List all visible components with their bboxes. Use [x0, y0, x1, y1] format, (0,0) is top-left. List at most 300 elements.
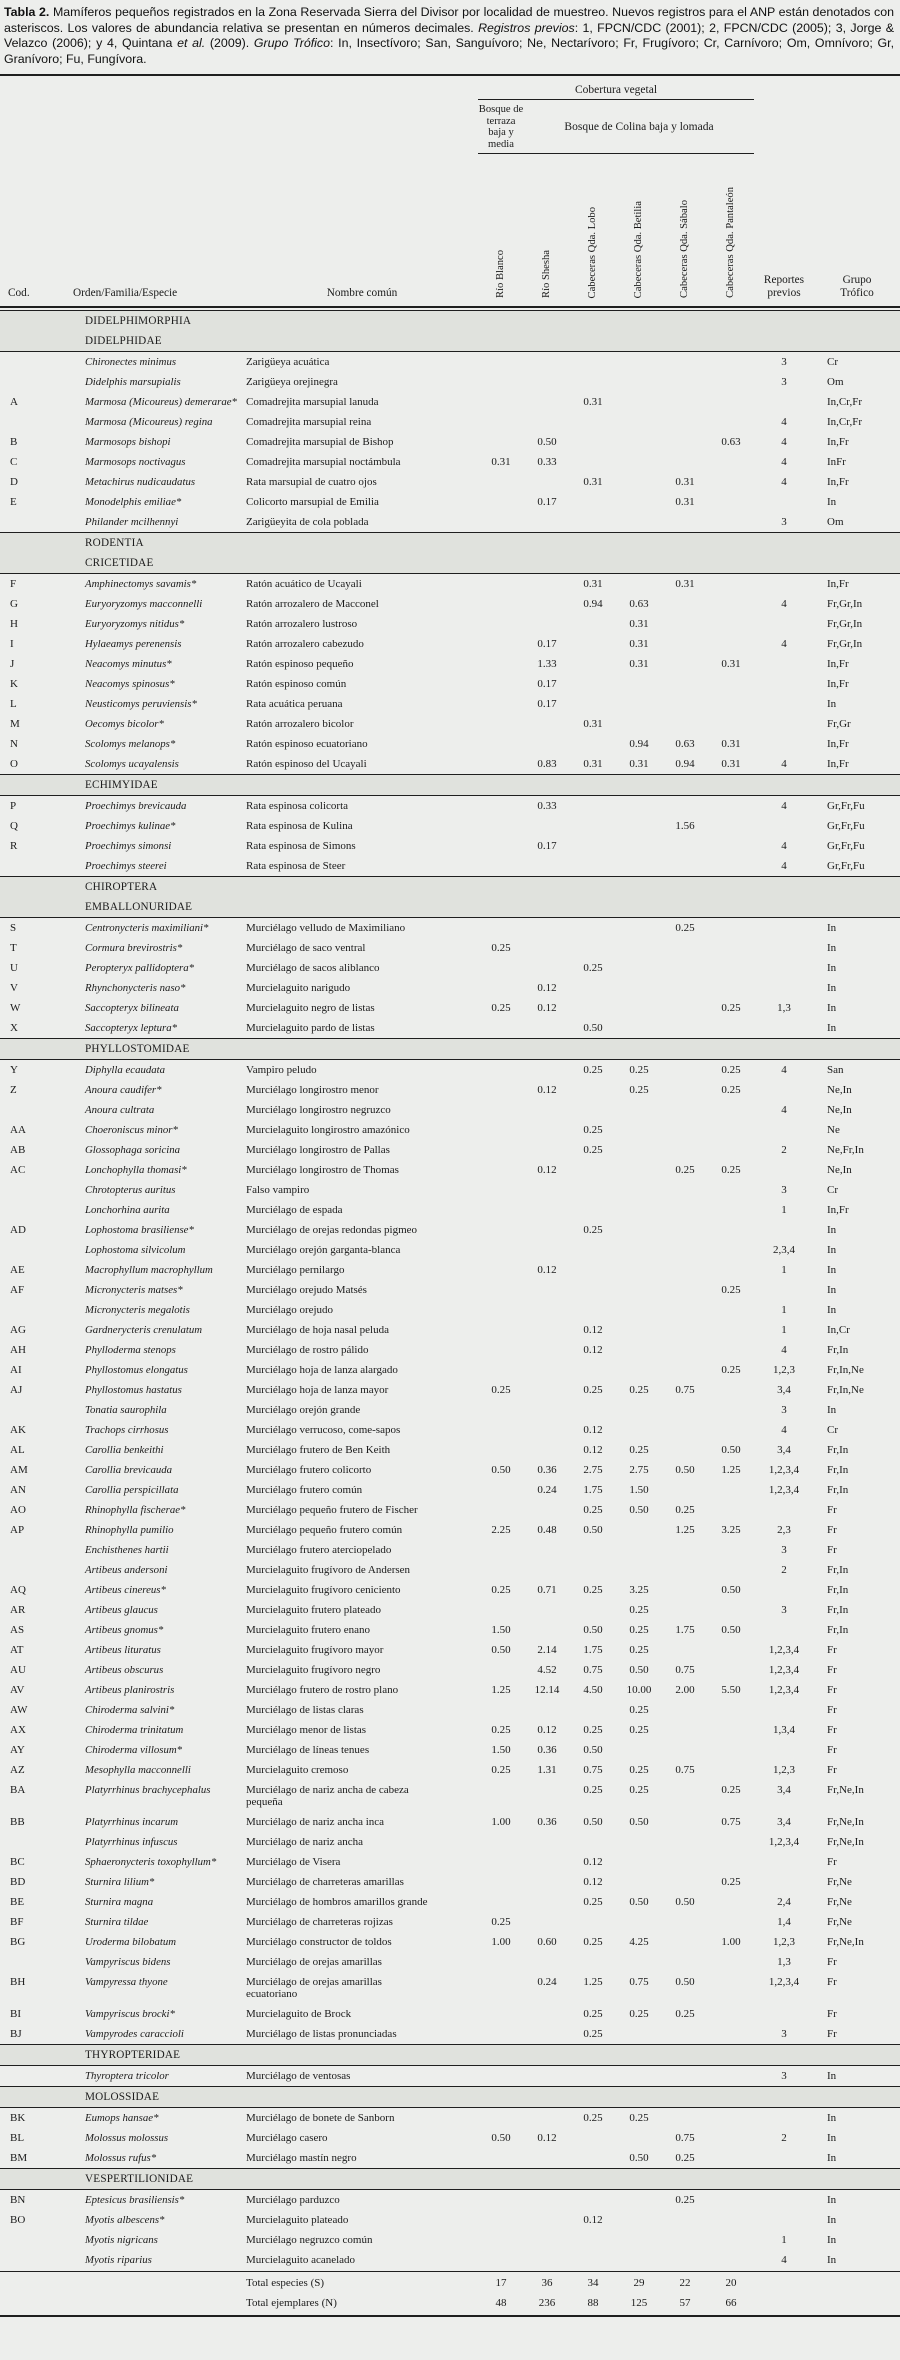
- previous-reports-cell: [754, 397, 814, 405]
- abundance-value-cell: [662, 639, 708, 647]
- abundance-value-cell: 0.12: [537, 1164, 557, 1177]
- species-cell: Sturnira tildae: [85, 1916, 149, 1929]
- abundance-value-cell: [570, 1165, 616, 1173]
- table-row: [0, 1640, 900, 1660]
- col-header-qda-sabalo: [662, 156, 708, 306]
- abundance-value-cell: 0.25: [491, 1384, 511, 1397]
- col-header-rio-blanco: [478, 156, 524, 306]
- table-row: [0, 1620, 900, 1640]
- abundance-value-cell: [478, 923, 524, 931]
- table-row: [0, 654, 900, 674]
- trophic-group-cell: [814, 2298, 900, 2306]
- reportes-line1: Reportes: [763, 274, 805, 287]
- abundance-value-cell: [570, 679, 616, 687]
- previous-reports-cell: 1,2,3,4: [768, 1484, 800, 1497]
- abundance-value-cell: [570, 1003, 616, 1011]
- species-cell: Oecomys bicolor*: [85, 718, 164, 731]
- abundance-value-cell: [478, 1305, 524, 1313]
- common-name-cell: Murciélago de rostro pálido: [246, 1344, 369, 1357]
- abundance-value-cell: [524, 599, 570, 607]
- abundance-value-cell: [708, 1405, 754, 1413]
- cod-cell: AX: [10, 1724, 26, 1737]
- abundance-value-cell: 0.25: [721, 1164, 741, 1177]
- section-label: PHYLLOSTOMIDAE: [85, 1043, 190, 1056]
- species-cell: Chiroderma trinitatum: [85, 1724, 184, 1737]
- abundance-value-cell: 1.75: [583, 1484, 603, 1497]
- common-name-cell: Murcielaguito pardo de listas: [246, 1022, 375, 1035]
- abundance-value-cell: [570, 801, 616, 809]
- species-cell: Phyllostomus hastatus: [85, 1384, 182, 1397]
- common-name-cell: Rata acuática peruana: [246, 698, 343, 711]
- abundance-value-cell: [616, 963, 662, 971]
- common-name-cell: Murcielaguito cremoso: [246, 1764, 349, 1777]
- previous-reports-cell: [754, 1085, 814, 1093]
- abundance-value-cell: 2.75: [629, 1464, 649, 1477]
- species-cell: Artibeus planirostris: [85, 1684, 175, 1697]
- abundance-value-cell: 0.50: [675, 1896, 695, 1909]
- previous-reports-cell: 1,3,4: [773, 1724, 795, 1737]
- cod-cell: V: [10, 982, 18, 995]
- previous-reports-cell: 3,4: [777, 1816, 791, 1829]
- common-name-cell: Vampiro peludo: [246, 1064, 317, 1077]
- cod-cell: H: [10, 618, 18, 631]
- abundance-value-cell: [708, 457, 754, 465]
- totals-value-cell: 22: [679, 2277, 691, 2290]
- abundance-value-cell: [478, 1145, 524, 1153]
- trophic-group-cell: Cr: [827, 1424, 838, 1437]
- trophic-group-cell: Cr: [827, 1184, 838, 1197]
- species-cell: Sturnira lilium*: [85, 1876, 155, 1889]
- abundance-value-cell: [662, 679, 708, 687]
- abundance-value-cell: 0.12: [537, 982, 557, 995]
- trophic-group-cell: Fr,Ne: [827, 1896, 852, 1909]
- table-row: [0, 1240, 900, 1260]
- trophic-group-cell: Fr,In: [827, 1344, 849, 1357]
- trophic-group-cell: Ne,In: [827, 1164, 852, 1177]
- cod-cell: AF: [10, 1284, 25, 1297]
- abundance-value-cell: 1.50: [629, 1484, 649, 1497]
- species-cell: Peropteryx pallidoptera*: [85, 962, 195, 975]
- abundance-value-cell: [662, 1725, 708, 1733]
- common-name-cell: Murciélago constructor de toldos: [246, 1936, 392, 1949]
- abundance-value-cell: 0.50: [583, 1744, 603, 1757]
- common-name-cell: Ratón arrozalero de Macconel: [246, 598, 379, 611]
- abundance-value-cell: [570, 1837, 616, 1845]
- section-label: ECHIMYIDAE: [85, 779, 158, 792]
- table-row: [0, 1018, 900, 1038]
- previous-reports-cell: [754, 2215, 814, 2223]
- previous-reports-cell: [754, 1023, 814, 1031]
- table-row: [0, 2230, 900, 2250]
- trophic-group-cell: Fr: [827, 1956, 837, 1969]
- abundance-value-cell: [478, 1065, 524, 1073]
- common-name-cell: Murciélago frutero aterciopelado: [246, 1544, 392, 1557]
- caption-segment: (2009).: [205, 36, 254, 51]
- previous-reports-cell: 3: [781, 1404, 787, 1417]
- abundance-value-cell: [708, 2133, 754, 2141]
- table-row: [0, 1480, 900, 1500]
- cod-cell: [0, 517, 72, 525]
- abundance-value-cell: 4.50: [583, 1684, 603, 1697]
- cod-cell: AB: [10, 1144, 26, 1157]
- common-name-cell: Murciélago de líneas tenues: [246, 1744, 370, 1757]
- common-name-cell: Rata espinosa de Steer: [246, 860, 346, 873]
- trophic-group-cell: In,Cr: [827, 1324, 850, 1337]
- abundance-value-cell: [524, 2235, 570, 2243]
- species-cell: Rhynchonycteris naso*: [85, 982, 186, 995]
- abundance-value-cell: [478, 1877, 524, 1885]
- species-cell: Vampyressa thyone: [85, 1976, 168, 1989]
- species-cell: Marmosa (Micoureus) regina: [85, 416, 213, 429]
- table-row: [0, 1540, 900, 1560]
- abundance-value-cell: [708, 2215, 754, 2223]
- abundance-value-cell: 0.94: [629, 738, 649, 751]
- table-row: [0, 1120, 900, 1140]
- abundance-value-cell: [524, 477, 570, 485]
- abundance-value-cell: [616, 1405, 662, 1413]
- abundance-value-cell: [524, 2215, 570, 2223]
- abundance-value-cell: [708, 1305, 754, 1313]
- abundance-value-cell: [708, 357, 754, 365]
- abundance-value-cell: [662, 1857, 708, 1865]
- trofico-line1: Grupo: [842, 274, 872, 287]
- abundance-value-cell: [708, 1205, 754, 1213]
- section-row: [0, 897, 900, 918]
- previous-reports-cell: [754, 699, 814, 707]
- cod-cell: BH: [10, 1976, 26, 1989]
- cod-cell: AM: [10, 1464, 28, 1477]
- abundance-value-cell: [570, 1245, 616, 1253]
- abundance-value-cell: [616, 1205, 662, 1213]
- abundance-value-cell: [662, 1365, 708, 1373]
- abundance-value-cell: [570, 2153, 616, 2161]
- abundance-value-cell: [570, 2235, 616, 2243]
- common-name-cell: Murciélago longirostro de Pallas: [246, 1144, 390, 1157]
- abundance-value-cell: [616, 1425, 662, 1433]
- previous-reports-cell: 2,3: [777, 1524, 791, 1537]
- abundance-value-cell: [524, 397, 570, 405]
- caption-segment: Tabla 2.: [4, 5, 50, 19]
- cod-cell: Q: [10, 820, 18, 833]
- abundance-value-cell: [478, 377, 524, 385]
- previous-reports-cell: 1,3: [777, 1002, 791, 1015]
- abundance-value-cell: 0.25: [721, 1364, 741, 1377]
- abundance-value-cell: [616, 1185, 662, 1193]
- cod-cell: W: [10, 1002, 21, 1015]
- trophic-group-cell: Fr,Gr,In: [827, 598, 863, 611]
- header-group-rows: [0, 76, 900, 154]
- abundance-value-cell: 0.25: [675, 1504, 695, 1517]
- common-name-cell: Comadrejita marsupial de Bishop: [246, 436, 394, 449]
- previous-reports-cell: [754, 963, 814, 971]
- trophic-group-cell: Fr,In: [827, 1464, 849, 1477]
- abundance-value-cell: [662, 619, 708, 627]
- abundance-value-cell: [616, 1525, 662, 1533]
- section-label: DIDELPHIMORPHIA: [85, 315, 192, 328]
- species-cell: Proechimys steerei: [85, 860, 167, 873]
- previous-reports-cell: [754, 1285, 814, 1293]
- table-row: [0, 392, 900, 412]
- abundance-value-cell: [708, 1605, 754, 1613]
- previous-reports-cell: [754, 1625, 814, 1633]
- abundance-value-cell: [570, 639, 616, 647]
- abundance-value-cell: [662, 1003, 708, 1011]
- species-cell: Hylaeamys perenensis: [85, 638, 182, 651]
- species-cell: Marmosops noctivagus: [85, 456, 186, 469]
- cod-cell: I: [10, 638, 14, 651]
- trophic-group-cell: In: [827, 1224, 837, 1237]
- section-label: VESPERTILIONIDAE: [85, 2173, 194, 2186]
- abundance-value-cell: [524, 1023, 570, 1031]
- table-row: [0, 938, 900, 958]
- table-header: [0, 76, 900, 308]
- common-name-cell: Murciélago de ventosas: [246, 2070, 351, 2083]
- abundance-value-cell: 0.25: [675, 1164, 695, 1177]
- abundance-value-cell: [524, 943, 570, 951]
- abundance-value-cell: 0.31: [583, 718, 603, 731]
- cod-cell: [0, 2235, 72, 2243]
- abundance-value-cell: [570, 861, 616, 869]
- abundance-value-cell: [478, 1957, 524, 1965]
- abundance-value-cell: 3.25: [721, 1524, 741, 1537]
- table-row: [0, 352, 900, 372]
- common-name-cell: Murciélago frutero de Ben Keith: [246, 1444, 391, 1457]
- previous-reports-cell: 4: [781, 598, 787, 611]
- abundance-value-cell: 0.31: [629, 638, 649, 651]
- abundance-value-cell: 0.31: [583, 578, 603, 591]
- trophic-group-cell: In,Fr: [827, 658, 849, 671]
- abundance-value-cell: [662, 963, 708, 971]
- table-totals: [0, 2271, 900, 2317]
- abundance-value-cell: [662, 1837, 708, 1845]
- common-name-cell: Murciélago hoja de lanza alargado: [246, 1364, 398, 1377]
- species-cell: Enchisthenes hartii: [85, 1544, 169, 1557]
- trophic-group-cell: Fr: [827, 1544, 837, 1557]
- abundance-value-cell: 0.94: [583, 598, 603, 611]
- abundance-value-cell: [478, 1565, 524, 1573]
- previous-reports-cell: [754, 2009, 814, 2017]
- abundance-value-cell: [708, 1125, 754, 1133]
- abundance-value-cell: [662, 1065, 708, 1073]
- cod-cell: N: [10, 738, 18, 751]
- abundance-value-cell: 0.12: [583, 2214, 603, 2227]
- abundance-value-cell: [662, 1957, 708, 1965]
- species-cell: Myotis nigricans: [85, 2234, 158, 2247]
- section-row: [0, 2044, 900, 2066]
- abundance-value-cell: [478, 397, 524, 405]
- common-name-cell: Murciélago mastín negro: [246, 2152, 357, 2165]
- abundance-value-cell: 0.25: [583, 962, 603, 975]
- trophic-group-cell: Fr,Ne: [827, 1876, 852, 1889]
- abundance-value-cell: [662, 1645, 708, 1653]
- abundance-value-cell: [478, 1605, 524, 1613]
- abundance-value-cell: 0.25: [629, 1764, 649, 1777]
- abundance-value-cell: [478, 1185, 524, 1193]
- abundance-value-cell: 0.60: [537, 1936, 557, 1949]
- abundance-value-cell: [708, 1977, 754, 1985]
- table-row: [0, 1200, 900, 1220]
- common-name-cell: Colicorto marsupial de Emilia: [246, 496, 379, 509]
- abundance-value-cell: [478, 963, 524, 971]
- abundance-value-cell: [478, 2071, 524, 2079]
- trophic-group-cell: In,Fr: [827, 738, 849, 751]
- cod-cell: [0, 1185, 72, 1193]
- abundance-value-cell: [478, 1425, 524, 1433]
- abundance-value-cell: 0.75: [675, 1664, 695, 1677]
- common-name-cell: Murciélago de espada: [246, 1204, 343, 1217]
- previous-reports-cell: 3,4: [777, 1384, 791, 1397]
- abundance-value-cell: [524, 1065, 570, 1073]
- species-cell: Tonatia saurophila: [85, 1404, 167, 1417]
- abundance-value-cell: 0.25: [629, 1624, 649, 1637]
- abundance-value-cell: [524, 1505, 570, 1513]
- abundance-value-cell: [662, 1565, 708, 1573]
- abundance-value-cell: [708, 517, 754, 525]
- abundance-value-cell: [616, 1365, 662, 1373]
- totals-value-cell: 236: [538, 2297, 556, 2310]
- abundance-value-cell: 0.25: [491, 1916, 511, 1929]
- common-name-cell: Murciélago parduzco: [246, 2194, 340, 2207]
- species-cell: Lophostoma brasiliense*: [85, 1224, 194, 1237]
- table-row: [0, 1080, 900, 1100]
- common-name-cell: Ratón arrozalero cabezudo: [246, 638, 364, 651]
- previous-reports-cell: 1: [781, 1264, 787, 1277]
- abundance-value-cell: [570, 2133, 616, 2141]
- abundance-value-cell: [708, 963, 754, 971]
- abundance-value-cell: [708, 377, 754, 385]
- common-name-cell: Murciélago de orejas amarillas: [246, 1956, 382, 1969]
- table-row: [0, 2148, 900, 2168]
- abundance-value-cell: [708, 1745, 754, 1753]
- trophic-group-cell: In: [827, 2214, 837, 2227]
- previous-reports-cell: 3,4: [777, 1444, 791, 1457]
- trophic-group-cell: In: [827, 1284, 837, 1297]
- table-row: [0, 432, 900, 452]
- cod-cell: AC: [10, 1164, 26, 1177]
- cod-cell: BD: [10, 1876, 26, 1889]
- col-header-qda-pantaleon: [708, 156, 754, 306]
- abundance-value-cell: 0.50: [491, 1464, 511, 1477]
- abundance-value-cell: [478, 719, 524, 727]
- abundance-value-cell: 0.50: [629, 1896, 649, 1909]
- table-row: [0, 1420, 900, 1440]
- abundance-value-cell: [478, 417, 524, 425]
- abundance-value-cell: [478, 983, 524, 991]
- abundance-value-cell: [662, 1817, 708, 1825]
- abundance-value-cell: 2.00: [675, 1684, 695, 1697]
- species-cell: Eptesicus brasiliensis*: [85, 2194, 185, 2207]
- abundance-value-cell: 0.17: [537, 496, 557, 509]
- table-row: [0, 1720, 900, 1740]
- abundance-value-cell: [570, 1545, 616, 1553]
- trophic-group-cell: In,Cr,Fr: [827, 396, 863, 409]
- abundance-value-cell: 0.12: [583, 1856, 603, 1869]
- abundance-value-cell: [662, 861, 708, 869]
- abundance-value-cell: 0.25: [491, 1764, 511, 1777]
- table-row: [0, 836, 900, 856]
- trophic-group-cell: In: [827, 1404, 837, 1417]
- species-cell: Euryoryzomys macconnelli: [85, 598, 203, 611]
- trophic-group-cell: In: [827, 698, 837, 711]
- abundance-value-cell: [478, 1205, 524, 1213]
- common-name-cell: Murciélago casero: [246, 2132, 328, 2145]
- table-row: [0, 1832, 900, 1852]
- common-name-cell: Murciélago pequeño frutero común: [246, 1524, 403, 1537]
- abundance-value-cell: [524, 1445, 570, 1453]
- table-row: [0, 1360, 900, 1380]
- abundance-value-cell: [570, 457, 616, 465]
- abundance-value-cell: [524, 1345, 570, 1353]
- species-cell: Amphinectomys savamis*: [85, 578, 197, 591]
- abundance-value-cell: 0.25: [583, 1144, 603, 1157]
- abundance-value-cell: [616, 1325, 662, 1333]
- table-row: [0, 2024, 900, 2044]
- abundance-value-cell: 0.75: [629, 1976, 649, 1989]
- trophic-group-cell: Fr,In: [827, 1484, 849, 1497]
- abundance-value-cell: [662, 659, 708, 667]
- abundance-value-cell: [524, 1877, 570, 1885]
- abundance-value-cell: [570, 377, 616, 385]
- table-row: [0, 1280, 900, 1300]
- previous-reports-cell: 3: [781, 2028, 787, 2041]
- species-cell: Philander mcilhennyi: [85, 516, 179, 529]
- common-name-cell: Murciélago de Visera: [246, 1856, 341, 1869]
- common-name-cell: Murciélago pequeño frutero de Fischer: [246, 1504, 418, 1517]
- species-cell: Scolomys melanops*: [85, 738, 176, 751]
- abundance-value-cell: [616, 437, 662, 445]
- trophic-group-cell: Fr: [827, 1744, 837, 1757]
- abundance-value-cell: 0.12: [537, 1724, 557, 1737]
- abundance-value-cell: 0.63: [629, 598, 649, 611]
- locality-label: Cabeceras Qda. Betilia: [633, 201, 644, 299]
- abundance-value-cell: [570, 417, 616, 425]
- abundance-value-cell: 0.83: [537, 758, 557, 771]
- abundance-value-cell: [478, 1165, 524, 1173]
- abundance-value-cell: [616, 2133, 662, 2141]
- common-name-cell: Ratón arrozalero lustroso: [246, 618, 358, 631]
- cod-cell: E: [10, 496, 17, 509]
- abundance-value-cell: [570, 1405, 616, 1413]
- table-row: [0, 1872, 900, 1892]
- previous-reports-cell: 1: [781, 1324, 787, 1337]
- common-name-cell: Murcielaguito frugívoro de Andersen: [246, 1564, 411, 1577]
- previous-reports-cell: [754, 821, 814, 829]
- abundance-value-cell: [662, 1345, 708, 1353]
- abundance-value-cell: [570, 943, 616, 951]
- abundance-value-cell: [524, 517, 570, 525]
- abundance-value-cell: [616, 821, 662, 829]
- abundance-value-cell: [570, 1365, 616, 1373]
- totals-value-cell: 88: [587, 2297, 599, 2310]
- common-name-cell: Murcielaguito longirostro amazónico: [246, 1124, 410, 1137]
- cod-cell: BB: [10, 1816, 25, 1829]
- abundance-value-cell: [524, 1385, 570, 1393]
- cod-cell: P: [10, 800, 17, 813]
- previous-reports-cell: 2: [781, 1144, 787, 1157]
- abundance-value-cell: [662, 2215, 708, 2223]
- abundance-value-cell: [662, 2029, 708, 2037]
- abundance-value-cell: [478, 1837, 524, 1845]
- species-cell: Molossus rufus*: [85, 2152, 157, 2165]
- abundance-value-cell: [662, 1705, 708, 1713]
- abundance-value-cell: 0.50: [675, 1464, 695, 1477]
- abundance-value-cell: 0.31: [583, 758, 603, 771]
- abundance-value-cell: [524, 1917, 570, 1925]
- cod-cell: BJ: [10, 2028, 22, 2041]
- abundance-value-cell: [478, 437, 524, 445]
- cod-cell: AW: [10, 1704, 28, 1717]
- abundance-value-cell: 0.17: [537, 678, 557, 691]
